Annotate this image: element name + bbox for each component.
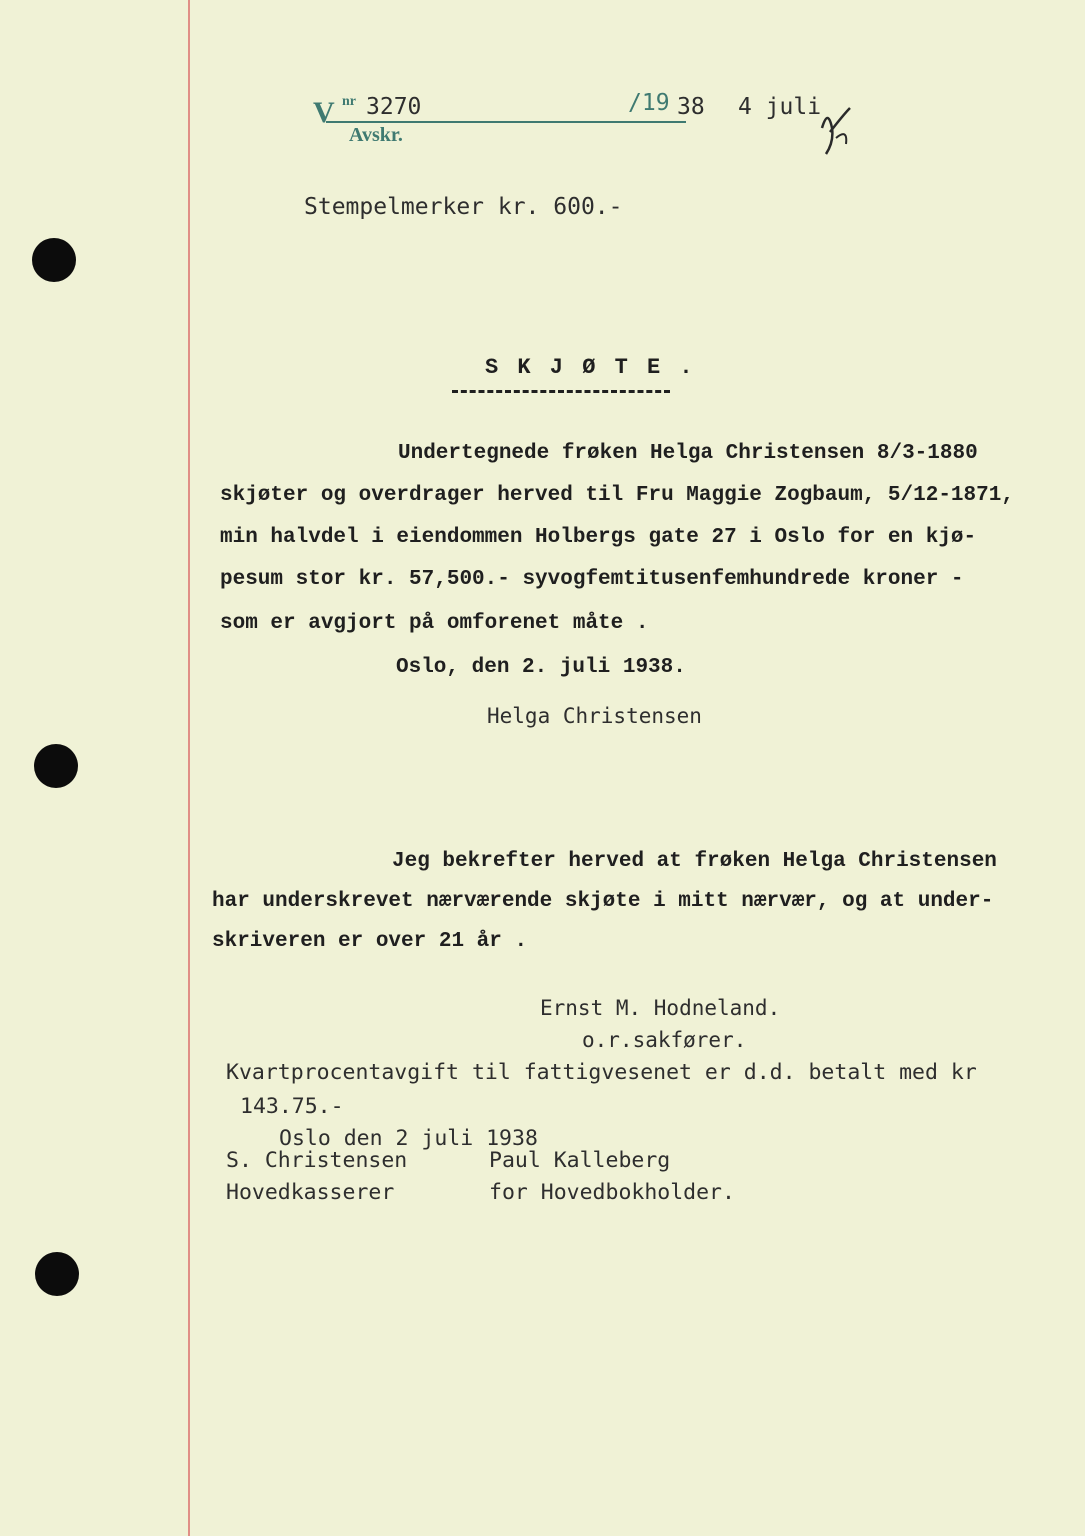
cashier-title: Hovedkasserer: [226, 1180, 395, 1205]
record-year: 38: [677, 94, 705, 120]
cashier-name: S. Christensen: [226, 1148, 408, 1173]
stamp-abbreviation: Avskr.: [349, 124, 403, 146]
deed-line-2: skjøter og overdrager herved til Fru Maggie Zogbaum, 5/12-1871,: [220, 484, 1014, 507]
attestation-line-1: Jeg bekrefter herved at frøken Helga Christensen: [392, 850, 997, 873]
stamp-mark: V: [313, 96, 335, 129]
attestation-line-2: har underskrevet nærværende skjøte i mitt nærvær, og at under-: [212, 890, 994, 913]
witness-name: Ernst M. Hodneland.: [540, 996, 781, 1020]
stamp-underline: [326, 121, 686, 123]
fee-place-date: Oslo den 2 juli 1938: [279, 1126, 538, 1151]
record-number: 3270: [366, 94, 422, 120]
record-suffix: /19: [628, 90, 670, 116]
witness-title: o.r.sakfører.: [582, 1028, 747, 1052]
punch-hole-bottom: [35, 1252, 79, 1296]
stamp-prefix: nr: [342, 94, 356, 109]
title-underline: [452, 390, 670, 393]
deed-place-date: Oslo, den 2. juli 1938.: [396, 656, 686, 679]
deed-line-1: Undertegnede frøken Helga Christensen 8/3-1880: [398, 442, 978, 465]
attestation-line-3: skriveren er over 21 år .: [212, 930, 528, 953]
punch-hole-top: [32, 238, 76, 282]
initials-mark: [814, 98, 856, 160]
record-date: 4 juli: [738, 94, 822, 120]
stamp-duty-line: Stempelmerker kr. 600.-: [304, 194, 623, 220]
bookkeeper-title: for Hovedbokholder.: [489, 1180, 735, 1205]
fee-line-1: Kvartprocentavgift til fattigvesenet er d.d. betalt med kr: [226, 1060, 977, 1085]
document-title: S K J Ø T E .: [485, 355, 696, 380]
bookkeeper-name: Paul Kalleberg: [489, 1148, 671, 1173]
fee-amount: 143.75.-: [240, 1094, 344, 1119]
deed-signature: Helga Christensen: [487, 704, 702, 728]
punch-hole-middle: [34, 744, 78, 788]
deed-line-3: min halvdel i eiendommen Holbergs gate 27 i Oslo for en kjø-: [220, 526, 977, 549]
deed-line-5: som er avgjort på omforenet måte .: [220, 612, 649, 635]
deed-line-4: pesum stor kr. 57,500.- syvogfemtitusenfemhundrede kroner -: [220, 568, 964, 591]
margin-line: [188, 0, 190, 1536]
